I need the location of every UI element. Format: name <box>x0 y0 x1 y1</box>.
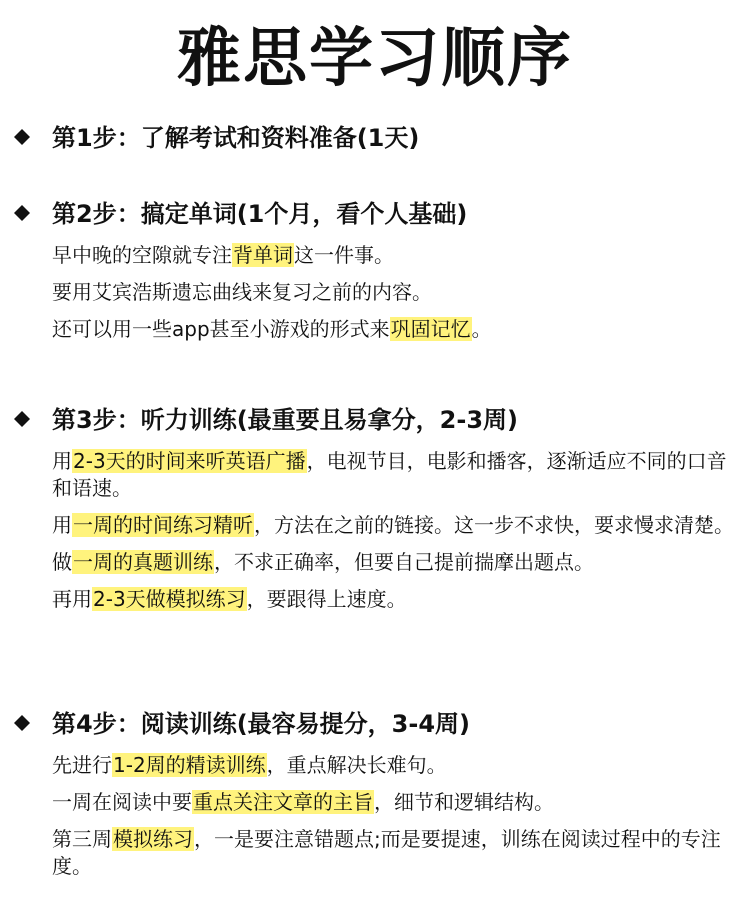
paragraph-text: 这一件事。 <box>294 243 394 267</box>
step-1 <box>0 116 750 160</box>
step-paragraph <box>52 316 740 343</box>
highlighted-text: 2-3天的时间来听英语广播 <box>73 449 306 473</box>
page-title: 雅思学习顺序 <box>177 22 573 96</box>
paragraph-text: 早中晚的空隙就专注 <box>52 243 232 267</box>
paragraph-text: ，一是要注意错题点;而是要提速，训练在阅读过程中的专注度。 <box>52 827 721 878</box>
diamond-bullet-icon <box>14 715 30 731</box>
highlighted-text: 2-3天做模拟练习 <box>93 587 246 611</box>
step-heading <box>0 702 750 746</box>
highlighted-text: 一周的真题训练 <box>73 550 213 574</box>
step-heading-text: 第3步：听力训练(最重要且易拿分，2-3周) <box>52 406 518 434</box>
paragraph-text: ，细节和逻辑结构。 <box>374 790 554 814</box>
step-paragraph <box>52 789 740 816</box>
step-paragraph <box>52 586 740 613</box>
step-paragraph <box>52 512 740 539</box>
highlighted-text: 背单词 <box>233 243 293 267</box>
paragraph-text: ，要跟得上速度。 <box>246 587 407 611</box>
step-heading <box>0 116 750 160</box>
paragraph-text: 第三周 <box>52 827 112 851</box>
highlighted-text: 模拟练习 <box>113 827 193 851</box>
paragraph-text: 还可以用一些app甚至小游戏的形式来 <box>52 317 390 341</box>
diamond-bullet-icon <box>14 129 30 145</box>
step-heading-text: 第1步：了解考试和资料准备(1天) <box>52 124 420 152</box>
step-paragraph <box>52 549 740 576</box>
step-heading-text: 第2步：搞定单词(1个月，看个人基础) <box>52 200 468 228</box>
step-paragraph <box>52 826 740 880</box>
paragraph-text: 做 <box>52 550 72 574</box>
diamond-bullet-icon <box>14 411 30 427</box>
step-heading-text: 第4步：阅读训练(最容易提分，3-4周) <box>52 710 470 738</box>
step-paragraph <box>52 448 740 502</box>
paragraph-text: 要用艾宾浩斯遗忘曲线来复习之前的内容。 <box>52 280 432 304</box>
paragraph-text: ，方法在之前的链接。这一步不求快，要求慢求清楚。 <box>254 513 734 537</box>
step-2 <box>0 192 750 353</box>
highlighted-text: 一周的时间练习精听 <box>73 513 253 537</box>
paragraph-text: 。 <box>471 317 492 341</box>
paragraph-text: 再用 <box>52 587 92 611</box>
step-heading <box>0 192 750 236</box>
paragraph-text: ，不求正确率，但要自己提前揣摩出题点。 <box>214 550 594 574</box>
step-paragraph <box>52 752 740 779</box>
highlighted-text: 巩固记忆 <box>390 317 471 341</box>
highlighted-text: 重点关注文章的主旨 <box>193 790 373 814</box>
step-paragraph <box>52 242 740 269</box>
paragraph-text: 先进行 <box>52 753 112 777</box>
diamond-bullet-icon <box>14 205 30 221</box>
paragraph-text: ，电视节目，电影和播客，逐渐适应不同的口音和语速。 <box>52 449 727 500</box>
paragraph-text: 一周在阅读中要 <box>52 790 192 814</box>
paragraph-text: 用 <box>52 449 72 473</box>
paragraph-text: 用 <box>52 513 72 537</box>
highlighted-text: 1-2周的精读训练 <box>113 753 266 777</box>
step-heading <box>0 398 750 442</box>
step-4 <box>0 702 750 890</box>
paragraph-text: ，重点解决长难句。 <box>266 753 447 777</box>
step-3 <box>0 398 750 623</box>
step-paragraph <box>52 279 740 306</box>
